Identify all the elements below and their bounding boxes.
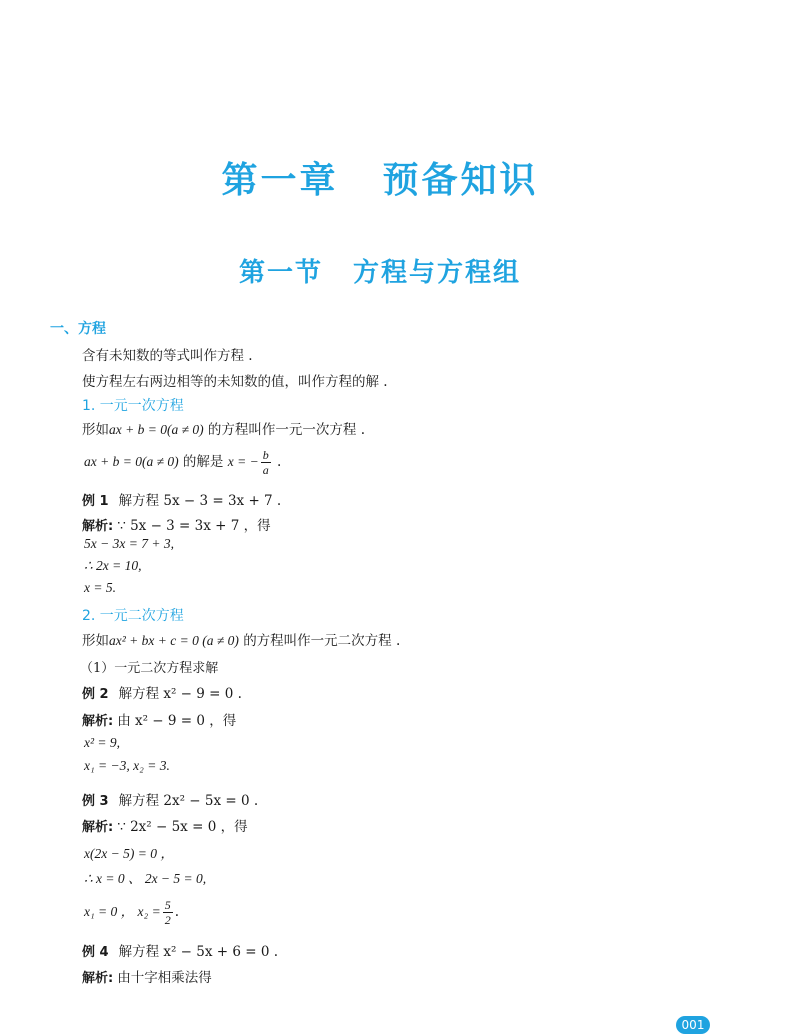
answer-2-step-1: x² = 9,: [84, 735, 121, 750]
answer-3-step-1: x(2x − 5) = 0 ，: [84, 846, 174, 861]
example-text: 解方程 x² − 9 = 0 .: [118, 686, 242, 702]
example-label: 例 1: [82, 494, 109, 509]
answer-1-step-1: 5x − 3x = 7 + 3,: [84, 536, 174, 551]
fraction-denominator: a: [262, 463, 269, 477]
answer-2-step-2: x₁ = −3, x₂ = 3.: [84, 758, 170, 773]
fraction-numerator: b: [262, 448, 269, 462]
answer-text: ∵ 5x − 3 = 3x + 7 ，得: [117, 518, 271, 534]
quadratic-definition-suffix: 的方程叫作一元二次方程 .: [243, 633, 401, 649]
quadratic-definition: [82, 629, 400, 649]
example-text: 解方程 x² − 5x + 6 = 0 .: [118, 944, 279, 960]
answer-text: 由十字相乘法得: [117, 970, 212, 986]
definition-equation: 含有未知数的等式叫作方程 .: [82, 348, 253, 364]
linear-solution-text: 的解是: [182, 454, 224, 470]
section-number: 第一节: [238, 258, 323, 288]
fraction-b-over-a: [261, 448, 271, 477]
quadratic-definition-prefix: 形如: [82, 633, 109, 649]
answer-1: [82, 514, 271, 534]
linear-solution-x: x = −: [227, 454, 259, 469]
answer-4: [82, 966, 212, 986]
quadratic-equation-formula: ax² + bx + c = 0 (a ≠ 0): [109, 633, 239, 648]
chapter-title: [0, 152, 760, 203]
answer-3-step-3-prefix: x₁ = 0 ， x₂ =: [84, 904, 161, 919]
fraction-denominator: 2: [164, 913, 171, 927]
example-label: 例 3: [82, 794, 109, 809]
fraction-numerator: 5: [164, 898, 171, 912]
answer-3-step-2: ∴ x = 0 、 2x − 5 = 0,: [84, 871, 207, 886]
answer-3-step-3: [84, 898, 179, 927]
answer-label: 解析:: [82, 714, 114, 729]
example-1: [82, 489, 281, 509]
section-name: 方程与方程组: [353, 258, 522, 288]
answer-text: ∵ 2x² − 5x = 0 ，得: [117, 819, 248, 835]
linear-solution: [84, 448, 281, 477]
section-title: [0, 252, 760, 289]
example-text: 解方程 2x² − 5x = 0 .: [118, 793, 259, 809]
example-2: [82, 682, 242, 702]
answer-label: 解析:: [82, 971, 114, 986]
answer-1-step-2: ∴ 2x = 10,: [84, 558, 142, 573]
chapter-number: 第一章: [221, 160, 339, 201]
example-label: 例 2: [82, 687, 109, 702]
answer-label: 解析:: [82, 820, 114, 835]
answer-3-step-3-end: .: [174, 904, 180, 920]
answer-label: 解析:: [82, 519, 114, 534]
definition-solution: 使方程左右两边相等的未知数的值，叫作方程的解 .: [82, 374, 388, 390]
example-3: [82, 789, 258, 809]
linear-solution-end: .: [276, 454, 282, 470]
page-number-badge: 001: [676, 1016, 710, 1034]
linear-definition-prefix: 形如: [82, 422, 109, 438]
subheading-linear: 1. 一元一次方程: [82, 398, 184, 414]
linear-definition: [82, 418, 365, 438]
answer-2: [82, 709, 236, 729]
example-4: [82, 940, 278, 960]
linear-definition-suffix: 的方程叫作一元一次方程 .: [207, 422, 366, 438]
fraction-5-over-2: [163, 898, 173, 927]
chapter-name: 预备知识: [382, 160, 539, 201]
example-label: 例 4: [82, 945, 109, 960]
answer-text: 由 x² − 9 = 0 ，得: [117, 713, 237, 729]
part-heading-1: （1）一元二次方程求解: [80, 661, 219, 676]
example-text: 解方程 5x − 3 = 3x + 7 .: [118, 493, 282, 509]
heading-equation: 一、方程: [50, 321, 106, 337]
linear-solution-formula: ax + b = 0(a ≠ 0): [84, 454, 179, 469]
linear-equation-formula: ax + b = 0(a ≠ 0): [109, 422, 204, 437]
answer-1-step-3: x = 5.: [84, 580, 116, 595]
answer-3: [82, 815, 248, 835]
subheading-quadratic: 2. 一元二次方程: [82, 608, 184, 624]
